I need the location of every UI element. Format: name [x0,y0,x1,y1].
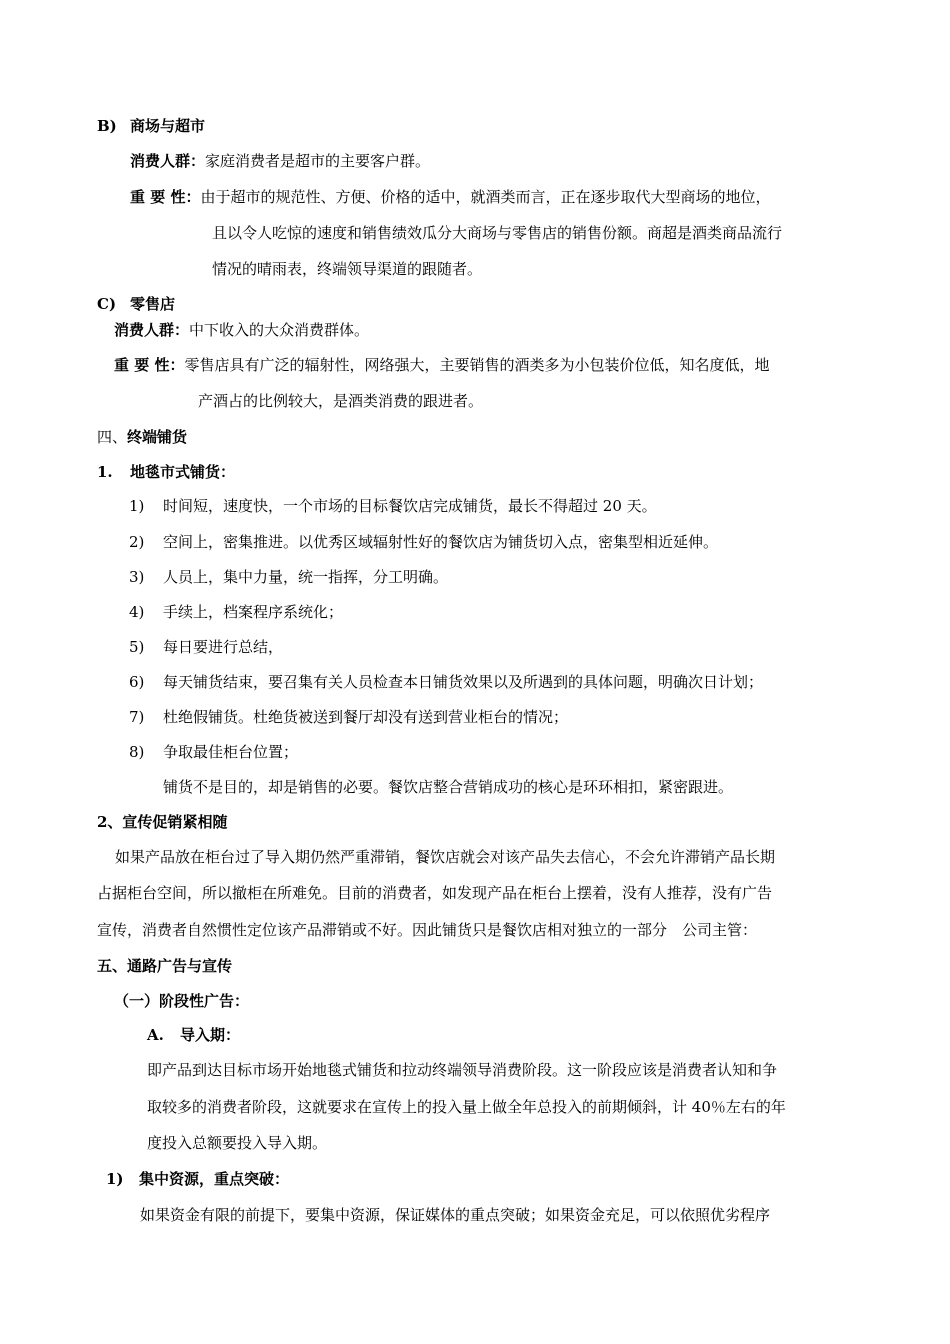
section-c-importance [114,355,769,375]
section-b-importance [130,187,770,207]
list-item-text: 手续上，档案程序系统化； [163,603,344,621]
paragraph-line: 即产品到达目标市场开始地毯式铺货和拉动终端领导消费阶段。这一阶段应该是消费者认知和争 [147,1061,778,1079]
section-4-heading [97,427,187,447]
section-b-number: B) [97,117,117,135]
section-4-sub1-title: 地毯市式铺货： [130,463,236,481]
section-5-sub1-heading: （一）阶段性广告： [114,992,250,1010]
list-item-number: 1) [129,497,145,515]
section-c-consumers-label: 消费人群： [114,321,190,339]
list-item [129,707,568,727]
section-b-title: 商场与超市 [130,117,206,135]
list-item-text: 每天铺货结束，要召集有关人员检查本日铺货效果以及所遇到的具体问题，明确次日计划； [163,673,764,691]
list-item-number: 4) [129,603,145,621]
section-4-prefix: 四、 [97,428,128,446]
list-item-number: 3) [129,568,145,586]
list-item-number: 7) [129,708,145,726]
list-item-text: 每日要进行总结， [163,638,284,656]
list-item-number: 2) [129,533,145,551]
list-item-text: 人员上，集中力量，统一指挥，分工明确。 [163,568,449,586]
list-item [129,602,343,622]
list-item [129,672,763,692]
section-c-importance-line: 零售店具有广泛的辐射性，网络强大，主要销售的酒类多为小包装价位低，知名度低，地 [184,356,770,374]
list-item-text: 争取最佳柜台位置； [163,743,299,761]
section-c-consumers-text: 中下收入的大众消费群体。 [189,321,370,339]
section-b-consumers-text: 家庭消费者是超市的主要客户群。 [205,152,431,170]
list-item [129,496,657,516]
list-item-number: 6) [129,673,145,691]
section-c-consumers [114,320,369,340]
section-5-heading: 五、通路广告与宣传 [97,957,233,975]
list-item-number: 8) [129,743,145,761]
section-c-title: 零售店 [130,295,176,313]
paragraph-line: 宣传，消费者自然惯性定位该产品滞销或不好。因此铺货只是餐饮店相对独立的一部分 公司主管： [97,921,758,939]
section-4-title: 终端铺货 [127,428,188,446]
list-item [129,532,718,552]
section-4-sub1-number: 1. [97,463,113,481]
section-b-importance-line: 情况的晴雨表，终端领导渠道的跟随者。 [212,260,483,278]
section-4-sub2-heading: 2、宣传促销紧相随 [97,813,228,831]
section-b-heading [97,116,205,136]
paragraph-line: 如果产品放在柜台过了导入期仍然严重滞销，餐饮店就会对该产品失去信心，不会允许滞销产品长期 [115,848,776,866]
list-item-text: 杜绝假铺货。杜绝货被送到餐厅却没有送到营业柜台的情况； [163,708,569,726]
list-item-number: 5) [129,638,145,656]
list-item-text: 时间短，速度快，一个市场的目标餐饮店完成铺货，最长不得超过 20 天。 [163,497,657,515]
list-item [129,567,448,587]
point-1-title: 集中资源，重点突破： [139,1170,290,1188]
section-c-importance-line: 产酒占的比例较大，是酒类消费的跟进者。 [198,392,484,410]
section-c-heading [97,294,175,314]
section-4-sub1-heading [97,462,235,482]
point-1-number: 1) [106,1170,124,1188]
section-c-number: C) [97,295,117,313]
paragraph-line: 度投入总额要投入导入期。 [147,1134,328,1152]
section-b-consumers [130,151,430,171]
list-item [129,742,298,762]
section-b-importance-line: 由于超市的规范性、方便、价格的适中，就酒类而言，正在逐步取代大型商场的地位， [200,188,771,206]
phase-a-heading [147,1025,240,1045]
phase-a-number: A. [147,1026,164,1044]
list-item [129,637,283,657]
section-b-consumers-label: 消费人群： [130,152,206,170]
phase-a-title: 导入期： [180,1026,241,1044]
list-item-text: 空间上，密集推进。以优秀区域辐射性好的餐饮店为铺货切入点，密集型相近延伸。 [163,533,719,551]
section-c-importance-label: 重 要 性： [114,356,185,374]
paragraph-line: 占据柜台空间，所以撤柜在所难免。目前的消费者，如发现产品在柜台上摆着，没有人推荐，没有广告 [97,884,773,902]
section-4-sub1-summary: 铺货不是目的，却是销售的必要。餐饮店整合营销成功的核心是环环相扣，紧密跟进。 [163,778,734,796]
section-b-importance-line: 且以令人吃惊的速度和销售绩效瓜分大商场与零售店的销售份额。商超是酒类商品流行 [212,224,783,242]
paragraph-line: 取较多的消费者阶段，这就要求在宣传上的投入量上做全年总投入的前期倾斜，计 40％左右的年 [147,1098,786,1116]
point-1-heading [106,1169,289,1189]
paragraph-line: 如果资金有限的前提下，要集中资源，保证媒体的重点突破；如果资金充足，可以依照优劣程序 [140,1206,771,1224]
section-b-importance-label: 重 要 性： [130,188,201,206]
